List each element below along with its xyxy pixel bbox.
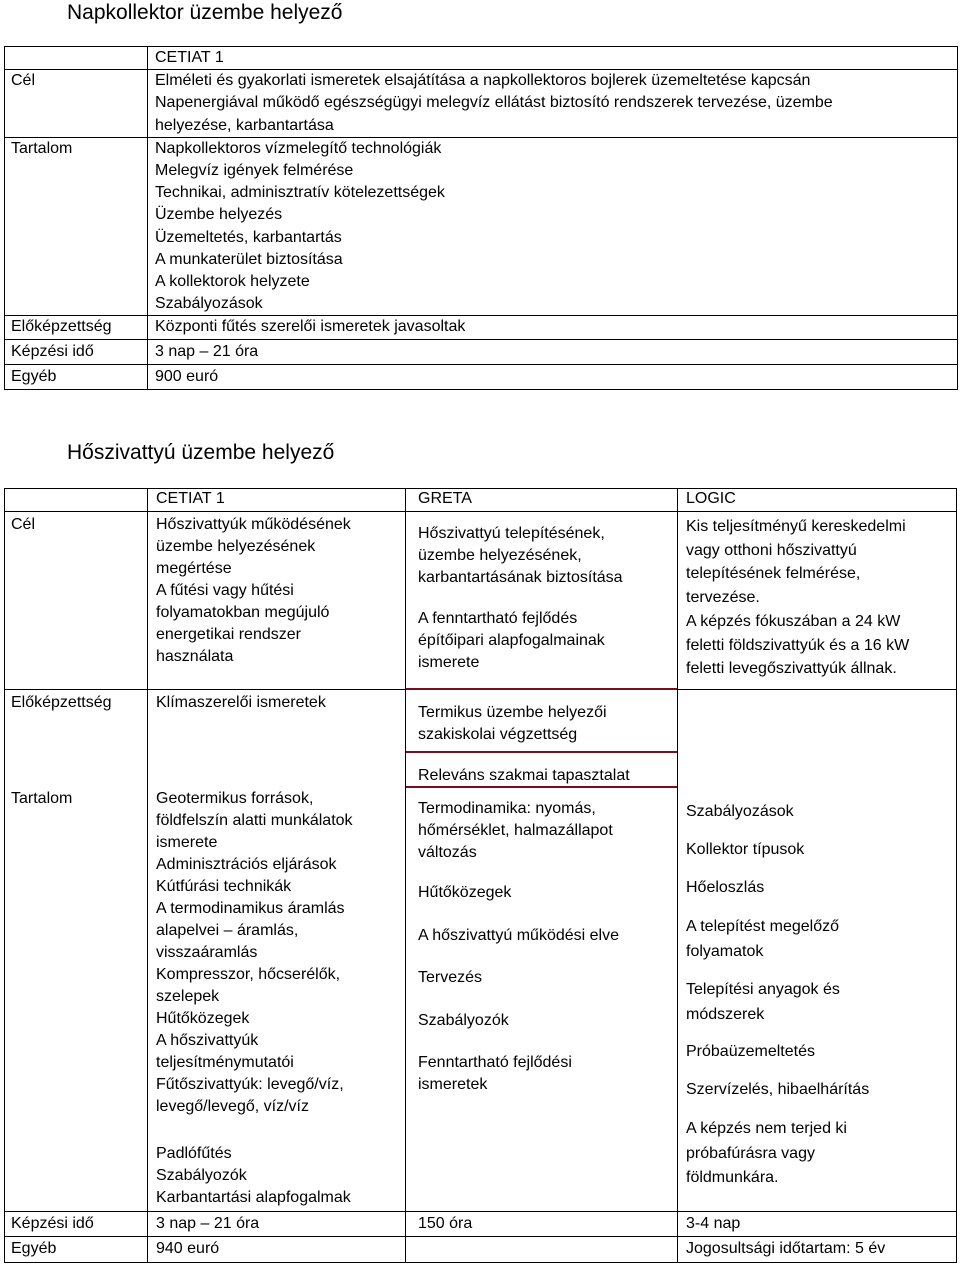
row-divider-cel-b (677, 689, 957, 690)
tartalom-greta-item: A hőszivattyú működési elve (418, 927, 619, 944)
row-content (148, 70, 958, 138)
content-line: 3 nap – 21 óra (155, 342, 259, 360)
kepzesi-ido-greta: 150 óra (418, 1215, 473, 1232)
egyeb-cetiat: 940 euró (156, 1240, 220, 1257)
row-divider-cel-a (4, 689, 405, 690)
kepzesi-ido-logic: 3-4 nap (686, 1215, 741, 1232)
col-divider-2 (405, 488, 406, 1263)
content-line: CETIAT 1 (155, 49, 224, 66)
cel-greta-1: Hőszivattyú telepítésének, üzembe helyezésének, karbantartásának biztosítása (418, 525, 623, 586)
tartalom-cetiat-2: Padlófűtés Szabályozók Karbantartási alapfogalmak (156, 1145, 351, 1206)
elokepzettseg-cetiat: Klímaszerelői ismeretek (156, 694, 326, 711)
table-row (5, 316, 958, 339)
tartalom-logic-item: Kollektor típusok (686, 841, 805, 858)
row-label: Tartalom (5, 137, 148, 316)
section1-title: Napkollektor üzembe helyező (67, 1, 343, 24)
content-line: Napenergiával működő egészségügyi melegvíz ellátást biztosító rendszerek tervezése, üzembe (155, 94, 833, 112)
content-line: Napkollektoros vízmelegítő technológiák (155, 139, 442, 157)
cel-greta-2: A fenntartható fejlődés építőipari alapfogalmainak ismerete (418, 610, 605, 671)
row-content (148, 316, 958, 339)
row-divider-ido (4, 1236, 957, 1237)
tartalom-greta-item: Szabályozók (418, 1012, 509, 1029)
tartalom-greta-item: Tervezés (418, 969, 483, 986)
label-kepzesi-ido: Képzési idő (11, 1215, 94, 1232)
content-line: A kollektorok helyzete (155, 273, 310, 291)
table-border-left (4, 488, 5, 1263)
content-line: Melegvíz igények felmérése (155, 162, 354, 180)
tartalom-greta-item: Fenntartható fejlődési ismeretek (418, 1054, 572, 1093)
section2-title: Hőszivattyú üzembe helyező (67, 441, 335, 464)
kepzesi-ido-cetiat: 3 nap – 21 óra (156, 1215, 260, 1232)
table-row (5, 364, 958, 389)
row-label: Cél (5, 70, 148, 138)
tartalom-greta-item: Termodinamika: nyomás, hőmérséklet, halmazállapot változás (418, 800, 613, 861)
tartalom-logic-item: Hőeloszlás (686, 879, 765, 896)
col-divider-1 (147, 488, 148, 1263)
row-content (148, 137, 958, 316)
tartalom-logic-item: A telepítést megelőző folyamatok (686, 918, 839, 960)
label-elokepzettseg: Előképzettség (11, 694, 112, 711)
tartalom-logic-item: Telepítési anyagok és módszerek (686, 981, 840, 1023)
row-label (5, 47, 148, 70)
table-row (5, 339, 958, 364)
tartalom-logic-item: Próbaüzemeltetés (686, 1043, 815, 1060)
row-content (148, 364, 958, 389)
row-label: Egyéb (5, 364, 148, 389)
content-line: Üzembe helyezés (155, 206, 283, 224)
col-header-cetiat: CETIAT 1 (156, 490, 225, 507)
row-content (148, 339, 958, 364)
col-header-greta: GRETA (418, 490, 472, 507)
content-line: 900 euró (155, 367, 219, 385)
tartalom-cetiat-1: Geotermikus források, földfelszín alatti munkálatok ismerete Adminisztrációs eljárások Kútfúrási technikák A termodinamikus áramlás alapelvei – áramlás, visszaáramlás Kompresszor, hőcserélők, szelepek Hűtőközegek A hőszivattyúk teljesítménymutatói Fűtőszivattyúk: levegő/víz, levegő/levegő, víz/víz (156, 790, 353, 1115)
elokepzettseg-greta-2: Releváns szakmai tapasztalat (418, 767, 630, 784)
label-tartalom: Tartalom (11, 790, 73, 807)
label-cel: Cél (11, 516, 36, 533)
content-line: helyezése, karbantartása (155, 116, 334, 134)
col-divider-3 (677, 488, 678, 1263)
tartalom-greta-item: Hűtőközegek (418, 884, 512, 901)
col-header-logic: LOGIC (686, 490, 736, 507)
row-divider-greta-prereq (406, 751, 677, 753)
row-divider-tartalom (4, 1211, 957, 1212)
table-row (5, 70, 958, 138)
elokepzettseg-greta-1: Termikus üzembe helyezői szakiskolai végzettség (418, 704, 607, 743)
tartalom-logic-item: Szabályozások (686, 803, 794, 820)
row-divider-cel-greta (406, 688, 677, 690)
content-line: Üzemeltetés, karbantartás (155, 228, 342, 246)
tartalom-logic-item: Szervízelés, hibaelhárítás (686, 1081, 870, 1098)
table-row (5, 47, 958, 70)
label-egyeb: Egyéb (11, 1240, 57, 1257)
content-line: Technikai, adminisztratív kötelezettségek (155, 184, 445, 202)
cel-cetiat: Hőszivattyúk működésének üzembe helyezésének megértése A fűtési vagy hűtési folyamatokban megújuló energetikai rendszer használata (156, 516, 351, 665)
row-content (148, 47, 958, 70)
row-label: Előképzettség (5, 316, 148, 339)
content-line: Elméleti és gyakorlati ismeretek elsajátítása a napkollektoros bojlerek üzemeltetése kapcsán (155, 72, 811, 90)
table-row (5, 137, 958, 316)
napkollektor-table (4, 46, 958, 390)
content-line: Központi fűtés szerelői ismeretek javasoltak (155, 318, 466, 336)
table-border-right (956, 488, 957, 1263)
content-line: Szabályozások (155, 295, 263, 313)
tartalom-logic-item: A képzés nem terjed ki próbafúrásra vagy földmunkára. (686, 1120, 847, 1186)
egyeb-logic: Jogosultsági időtartam: 5 év (686, 1240, 886, 1257)
row-label: Képzési idő (5, 339, 148, 364)
cel-logic: Kis teljesítményű kereskedelmi vagy otthoni hőszivattyú telepítésének felmérése, tervezése. A képzés fókuszában a 24 kW feletti földszivattyúk és a 16 kW feletti levegőszivattyúk állnak. (686, 518, 910, 678)
content-line: A munkaterület biztosítása (155, 250, 343, 268)
